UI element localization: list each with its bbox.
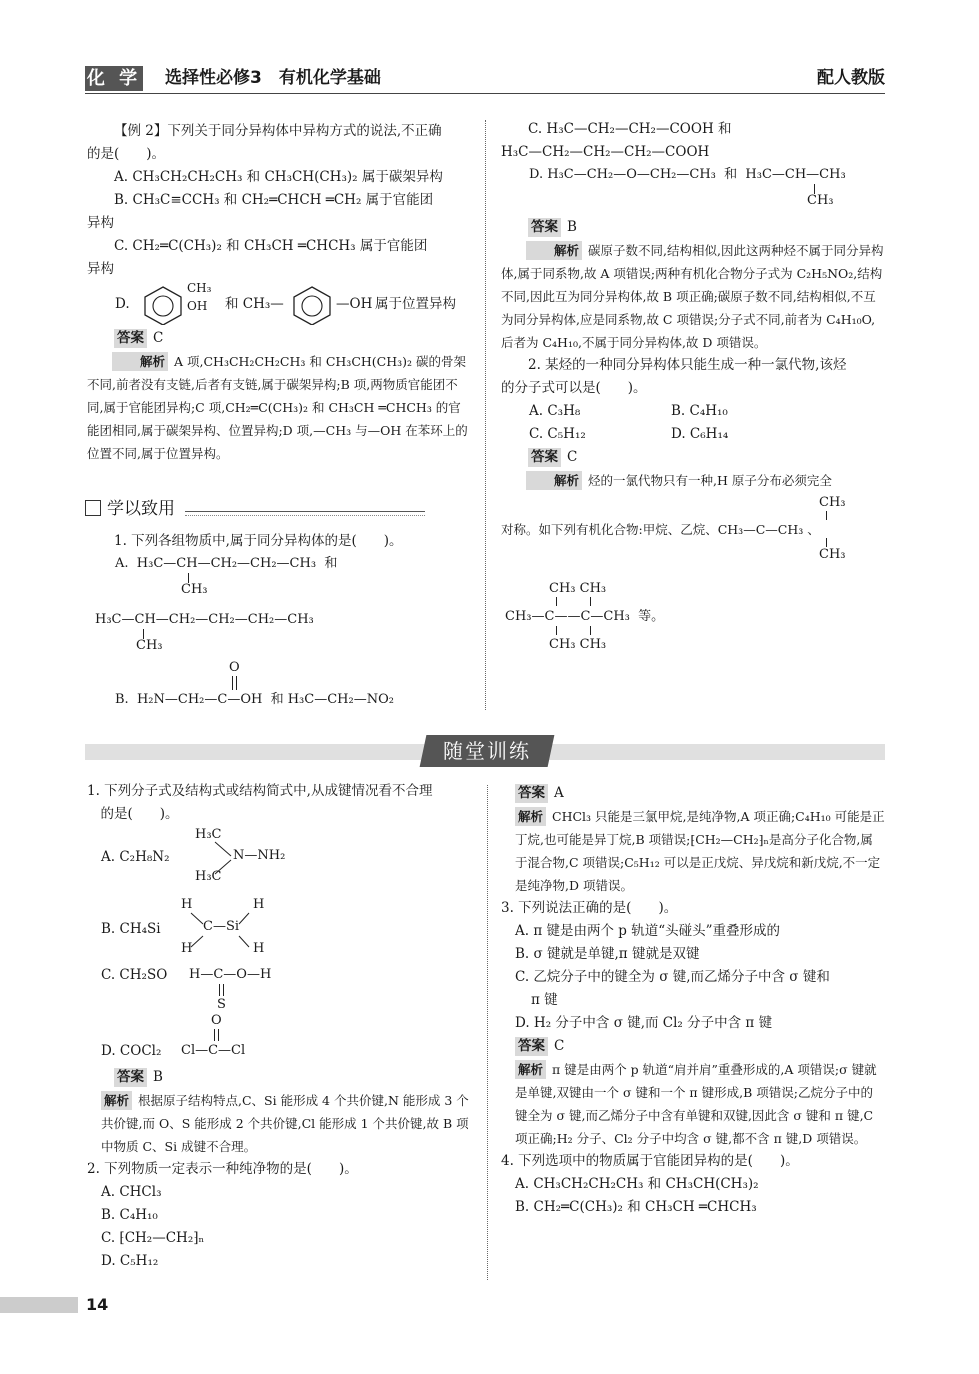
- neopentane-structure: [501, 492, 885, 564]
- band-title-box: [420, 735, 555, 767]
- t4-option-b: B. CH₂═C(CH₃)₂ 和 CH₃CH ═CHCH₃: [515, 1199, 757, 1215]
- hexamethylethane-structure: [501, 578, 885, 664]
- q1-d-branch: CH₃: [807, 193, 834, 208]
- hex-bond-1: [556, 597, 557, 606]
- t1-a-n: N—NH₂: [233, 848, 286, 863]
- q2-options: [501, 400, 885, 446]
- section-title: 学以致用: [107, 499, 175, 519]
- q1-a2-branch: CH₃: [136, 638, 163, 653]
- q2-stem-cont: 的分子式可以是( )。: [501, 380, 647, 396]
- hex-mid: CH₃—C——C—CH₃ 等。: [505, 609, 665, 624]
- t1-a-h3c-top: H₃C: [195, 827, 222, 842]
- t1-d-label: D. COCl₂: [101, 1043, 162, 1059]
- t1-d-o: O: [211, 1013, 222, 1028]
- answer-tag: 答案: [114, 1068, 147, 1087]
- t1-option-b: [87, 894, 473, 960]
- example2-analysis: [87, 350, 471, 465]
- ortho-oh: OH: [187, 299, 208, 313]
- t4-stem: 4. 下列选项中的物质属于官能团异构的是( )。: [501, 1153, 799, 1169]
- option-d-and: 和 CH₃—: [225, 296, 284, 312]
- q2-option-a: A. C₃H₈: [529, 403, 581, 419]
- t2-stem: 2. 下列物质一定表示一种纯净物的是( )。: [87, 1161, 358, 1177]
- t3-option-b: B. σ 键就是单键,π 键就是双键: [515, 946, 700, 962]
- t4-option-a: A. CH₃CH₂CH₂CH₃ 和 CH₃CH(CH₃)₂: [515, 1176, 759, 1192]
- q2-stem: 2. 某烃的一种同分异构体只能生成一种一氯代物,该烃: [528, 357, 847, 373]
- section-icon: [85, 500, 101, 516]
- header-rule: [85, 93, 885, 94]
- neo-bond-top: [826, 511, 827, 520]
- t1-stem: 1. 下列分子式及结构式或结构简式中,从成键情况看不合理: [87, 783, 433, 799]
- q1-option-c: C. H₃C—CH₂—CH₂—COOH 和: [528, 121, 732, 137]
- t1-c-double-bond: [219, 984, 224, 996]
- book-title: 选择性必修3 有机化学基础: [165, 68, 381, 88]
- section-heading: [85, 498, 425, 522]
- neopentane-bottom: CH₃: [819, 547, 846, 562]
- q1-a2-formula: H₃C—CH—CH₂—CH₂—CH₂—CH₃: [95, 612, 314, 627]
- t3-analysis: [501, 1058, 885, 1150]
- example2-option-c-cont: 异构: [87, 261, 114, 277]
- t3-option-c: C. 乙烷分子中的键全为 σ 键,而乙烯分子中含 σ 键和: [515, 969, 830, 985]
- t2-analysis: [501, 805, 885, 897]
- t1-c-formula: H—C—O—H: [189, 967, 272, 982]
- t2-option-b: B. C₄H₁₀: [101, 1207, 158, 1223]
- left-bottom-column: [87, 780, 473, 1273]
- t1-b-h2: H: [253, 897, 265, 912]
- t1-d-double-bond: [214, 1029, 219, 1041]
- q1-option-b: [87, 659, 471, 721]
- q2-analysis-text: 烃的一氯代物只有一种,H 原子分布必须完全: [588, 473, 832, 488]
- edition-label: 配人教版: [817, 68, 885, 88]
- t1-d-formula: Cl—C—Cl: [181, 1043, 246, 1058]
- t1-c-label: C. CH₂SO: [101, 967, 168, 983]
- t3-answer: C: [554, 1038, 565, 1054]
- q2-option-b: B. C₄H₁₀: [671, 403, 728, 419]
- example2-option-c: C. CH₂═C(CH₃)₂ 和 CH₃CH ═CHCH₃ 属于官能团: [114, 238, 428, 254]
- left-top-column: [87, 120, 471, 465]
- t1-b-label: B. CH₄Si: [101, 921, 161, 937]
- answer-tag: 答案: [114, 329, 147, 348]
- option-d-suffix: 属于位置异构: [375, 296, 456, 312]
- q1-a-formula: A. H₃C—CH—CH₂—CH₂—CH₃ 和: [115, 556, 338, 571]
- benzene-ring-icon: [139, 283, 187, 325]
- ortho-ch3: CH₃: [187, 281, 212, 295]
- t1-a-h3c-bot: H₃C: [195, 869, 222, 884]
- t1-b-h1: H: [181, 897, 193, 912]
- analysis-tag: 解析: [112, 352, 168, 371]
- answer-tag: 答案: [515, 784, 548, 803]
- hex-bottom: CH₃ CH₃: [549, 637, 607, 652]
- right-bottom-column: [501, 782, 885, 1219]
- analysis-tag: 解析: [526, 471, 582, 490]
- t1-c-s: S: [217, 997, 226, 1012]
- t1-option-a: [87, 826, 473, 888]
- hex-top: CH₃ CH₃: [549, 581, 607, 596]
- q1-b-double-bond: [232, 676, 237, 690]
- t3-stem: 3. 下列说法正确的是( )。: [501, 900, 678, 916]
- t2-answer: A: [554, 785, 564, 801]
- t3-option-a: A. π 键是由两个 p 轨道“头碰头”重叠形成的: [515, 923, 781, 939]
- example2-analysis-text: A 项,CH₃CH₂CH₂CH₃ 和 CH₃CH(CH₃)₂ 碳的骨架不同,前者没有支链,后者有支链,属于碳架异构;B 项,两物质官能团不同,属于官能团异构;C 项,CH₂═C(CH₃)₂ 和 CH₃CH ═CHCH₃ 的官能团相同,属于碳架异构、位置异构;D 项,—CH₃ 与—OH 在苯环上的位置不同,属于位置异构。: [87, 354, 468, 461]
- t1-answer: B: [153, 1069, 163, 1085]
- example2-option-b-cont: 异构: [87, 215, 114, 231]
- q2-option-c: C. C₅H₁₂: [529, 426, 586, 442]
- q1-option-a: [87, 553, 471, 599]
- analysis-tag: 解析: [101, 1091, 132, 1110]
- q1-analysis: [501, 239, 885, 354]
- t3-analysis-text: π 键是由两个 p 轨道“肩并肩”重叠形成的,A 项错误;σ 键就是单键,双键由一个 σ 键和一个 π 键形成,B 项错误;乙烷分子中的键全为 σ 键,而乙烯分子中含有单键和双键,因此含 σ 键和 π 键,C 项正确;H₂ 分子、Cl₂ 分子中均含 σ 键,都不含 π 键,D 项错误。: [515, 1062, 877, 1146]
- t1-analysis: [87, 1089, 473, 1158]
- hex-bond-3: [556, 626, 557, 635]
- q1-a-branch: CH₃: [181, 582, 208, 597]
- q1-answer: B: [567, 219, 577, 235]
- example2-answer: C: [153, 330, 164, 346]
- q1-analysis-text: 碳原子数不同,结构相似,因此这两种烃不属于同分异构体,属于同系物,故 A 项错误;两种有机化合物分子式为 C₂H₅NO₂,结构不同,因此互为同分异构体,故 B 项正确;碳原子数不同,结构相似,不互为同分异构体,应是同系物,故 C 项错误;分子式不同,前者为 C₄H₁₀O,后者为 C₄H₁₀,不属于同分异构体,故 D 项错误。: [501, 243, 884, 350]
- answer-tag: 答案: [528, 218, 561, 237]
- practice-q1: [87, 530, 471, 721]
- page-header: [85, 66, 885, 94]
- t1-b-h3: H: [181, 941, 193, 956]
- q2-option-d: D. C₆H₁₄: [671, 426, 729, 442]
- t1-option-d: [87, 1012, 473, 1064]
- example2-option-b: B. CH₃C≡CCH₃ 和 CH₂═CHCH ═CH₂ 属于官能团: [114, 192, 434, 208]
- example2-option-d: [87, 281, 471, 325]
- answer-tag: 答案: [528, 448, 561, 467]
- section-rule: [185, 511, 425, 512]
- column-divider-top: [485, 120, 486, 710]
- q2-analysis-line2: 对称。如下列有机化合物:甲烷、乙烷、CH₃—C—CH₃ 、: [501, 522, 820, 537]
- example2-stem: 【例 2】下列关于同分异构体中异构方式的说法,不正确: [114, 123, 442, 139]
- q1-option-d: [501, 164, 885, 210]
- neopentane-top: CH₃: [819, 495, 846, 510]
- t1-b-csi: C—Si: [203, 919, 240, 934]
- page-number: 14: [86, 1295, 109, 1314]
- q1-option-c-cont: H₃C—CH₂—CH₂—CH₂—COOH: [501, 144, 710, 160]
- subject-badge: 化 学: [86, 68, 142, 89]
- t1-b-h4: H: [253, 941, 265, 956]
- analysis-tag: 解析: [515, 807, 546, 826]
- t2-analysis-text: CHCl₃ 只能是三氯甲烷,是纯净物,A 项正确;C₄H₁₀ 可能是正丁烷,也可能是异丁烷,B 项错误;⁅CH₂—CH₂⁆ₙ是高分子化合物,属于混合物,C 项错误;C₅H₁₂ 可以是正戊烷、异戊烷和新戊烷,不一定是纯净物,D 项错误。: [515, 809, 885, 893]
- section-rule-dotted: [185, 515, 425, 516]
- example2-option-a: A. CH₃CH₂CH₂CH₃ 和 CH₃CH(CH₃)₂ 属于碳架异构: [114, 169, 443, 185]
- t1-option-c: [87, 960, 473, 1012]
- t2-option-c: C. ⁅CH₂—CH₂⁆ₙ: [101, 1230, 205, 1246]
- practice-q1-stem: 1. 下列各组物质中,属于同分异构体的是( )。: [114, 533, 403, 549]
- hex-bond-2: [590, 597, 591, 606]
- band-title: 随堂训练: [443, 739, 531, 763]
- q1-option-a2: [87, 603, 471, 659]
- q1-b-formula: B. H₂N—CH₂—C—OH 和 H₃C—CH₂—NO₂: [115, 692, 394, 707]
- t3-option-c-cont: π 键: [531, 992, 558, 1008]
- t3-option-d: D. H₂ 分子中含 σ 键,而 Cl₂ 分子中含 π 键: [515, 1015, 773, 1031]
- para-oh: —OH: [336, 296, 373, 312]
- hex-bond-4: [590, 626, 591, 635]
- page-number-bar: [0, 1297, 78, 1313]
- right-top-column: [501, 118, 885, 664]
- t1-stem-cont: 的是( )。: [100, 806, 179, 822]
- t2-option-a: A. CHCl₃: [101, 1184, 162, 1200]
- benzene-ring-icon-2: [288, 283, 336, 325]
- option-d-label: D.: [115, 296, 130, 312]
- t2-option-d: D. C₅H₁₂: [101, 1253, 159, 1269]
- q2-analysis: [501, 469, 885, 492]
- answer-tag: 答案: [515, 1037, 548, 1056]
- analysis-tag: 解析: [515, 1060, 546, 1079]
- t1-analysis-text: 根据原子结构特点,C、Si 能形成 4 个共价键,N 能形成 3 个共价键,而 O、S 能形成 2 个共价键,Cl 能形成 1 个共价键,故 B 项中物质 C、Si 成键不合理。: [101, 1093, 469, 1154]
- q1-b-oxygen: O: [229, 660, 240, 675]
- q1-d-formula: D. H₃C—CH₂—O—CH₂—CH₃ 和 H₃C—CH—CH₃: [529, 167, 846, 182]
- t1-a-label: A. C₂H₈N₂: [101, 849, 170, 865]
- column-divider-bottom: [487, 785, 488, 1280]
- analysis-tag: 解析: [526, 241, 582, 260]
- example2-stem-cont: 的是( )。: [87, 146, 166, 162]
- q2-answer: C: [567, 449, 578, 465]
